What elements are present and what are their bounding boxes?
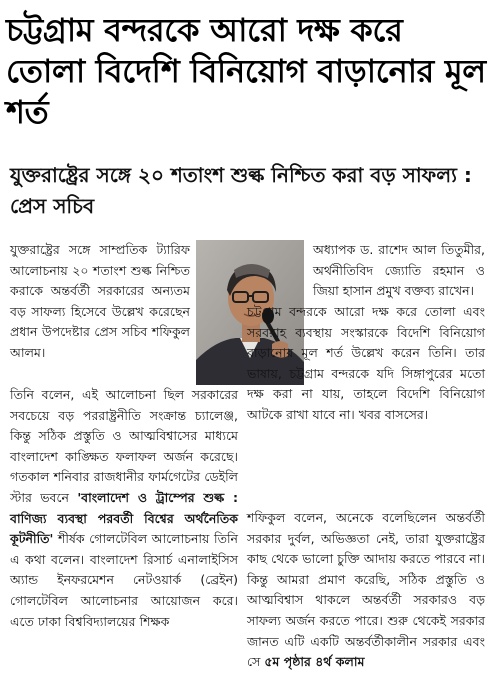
continued-on-label: ৫ম পৃষ্ঠার ৪র্থ কলাম (264, 654, 365, 670)
body-column-left-top (10, 240, 190, 364)
body-text-part-2: শীর্ষক গোলটেবিল আলোচনায় তিনি এ কথা বলেন। বাংলাদেশ রিসার্চ এনালাইসিস অ্যান্ড ইনফরমেশন নেটওয়ার্ক (ব্রেইন) গোলটেবিল আলোচনার আয়োজন করে। এতে ঢাকা বিশ্ববিদ্যালয়ের শিক্ষক (10, 531, 238, 629)
body-text-part-1: তিনি বলেন, এই আলোচনা ছিল সরকারের সবচেয়ে বড় পররাষ্ট্রনীতি সংক্রান্ত চ্যালেঞ্জ, কিন্তু সঠিক প্রস্তুতি ও আত্মবিশ্বাসের মাধ্যমে বাংলাদেশ কাঙ্ক্ষিত ফলাফল অর্জন করেছে। গতকাল শনিবার রাজধানীর ফার্মগেটের ডেইলি স্টার ভবনে (10, 387, 238, 505)
body-paragraph-port: চট্টগ্রাম বন্দরকে আরো দক্ষ করে তোলা এবং সরবরাহ ব্যবস্থায় সংস্কারকে বিদেশি বিনিয়োগ বাড়ানোর মূল শর্ত উল্লেখ করেন তিনি। তার ভাষায়, চট্টগ্রাম বন্দরকে যদি সিঙ্গাপুরের মতো দক্ষ করা না যায়, তাহলে বিদেশি বিনিয়োগ আটকে রাখা যাবে না। খবর বাসসের। (247, 304, 485, 422)
body-column-right (247, 302, 485, 426)
body-paragraph-intro: যুক্তরাষ্ট্রের সঙ্গে সাম্প্রতিক ট্যারিফ আলোচনায় ২০ শতাংশ শুল্ক নিশ্চিত করাকে অন্তর্বর্তী সরকারের অন্যতম বড় সাফল্য হিসেবে উল্লেখ করেছেন প্রধান উপদেষ্টার প্রেস সচিব শফিকুল আলম। (10, 242, 190, 360)
body-paragraph-speakers: অধ্যাপক ড. রাশেদ আল তিতুমীর, অর্থনীতিবিদ জ্যোতি রহমান ও জিয়া হাসান প্রমুখ বক্তব্য রাখেন। (313, 242, 485, 299)
body-column-right-top (313, 240, 485, 302)
article-subheadline: যুক্তরাষ্ট্রের সঙ্গে ২০ শতাংশ শুল্ক নিশ্চিত করা বড় সাফল্য : প্রেস সচিব (10, 163, 472, 218)
body-column-left (10, 385, 238, 632)
body-column-right-bottom (247, 508, 485, 673)
body-text-success: শফিকুল বলেন, অনেকে বলেছিলেন অন্তর্বর্তী সরকার দুর্বল, অভিজ্ঞতা নেই, তারা যুক্তরাষ্ট্রের কাছ থেকে ভালো চুক্তি আদায় করতে পারবে না। কিন্তু আমরা প্রমাণ করেছি, সঠিক প্রস্তুতি ও আত্মবিশ্বাস থাকলে অন্তর্বর্তী সরকারও বড় সাফল্য অর্জন করতে পারে। শুরু থেকেই সরকার জানত এটি একটি অন্তর্বর্তীকালীন সরকার এবং সে (247, 510, 485, 670)
body-paragraph-success (247, 508, 485, 673)
article-headline: চট্টগ্রাম বন্দরকে আরো দক্ষ করে তোলা বিদেশি বিনিয়োগ বাড়ানোর মূল শর্ত (6, 11, 486, 131)
body-paragraph-roundtable (10, 385, 238, 632)
roundtable-title: 'বাংলাদেশ ও ট্রাম্পের শুল্ক : বাণিজ্য ব্যবস্থা পরবর্তী বিশ্বের অর্থনৈতিক কূটনীতি' (10, 489, 238, 547)
